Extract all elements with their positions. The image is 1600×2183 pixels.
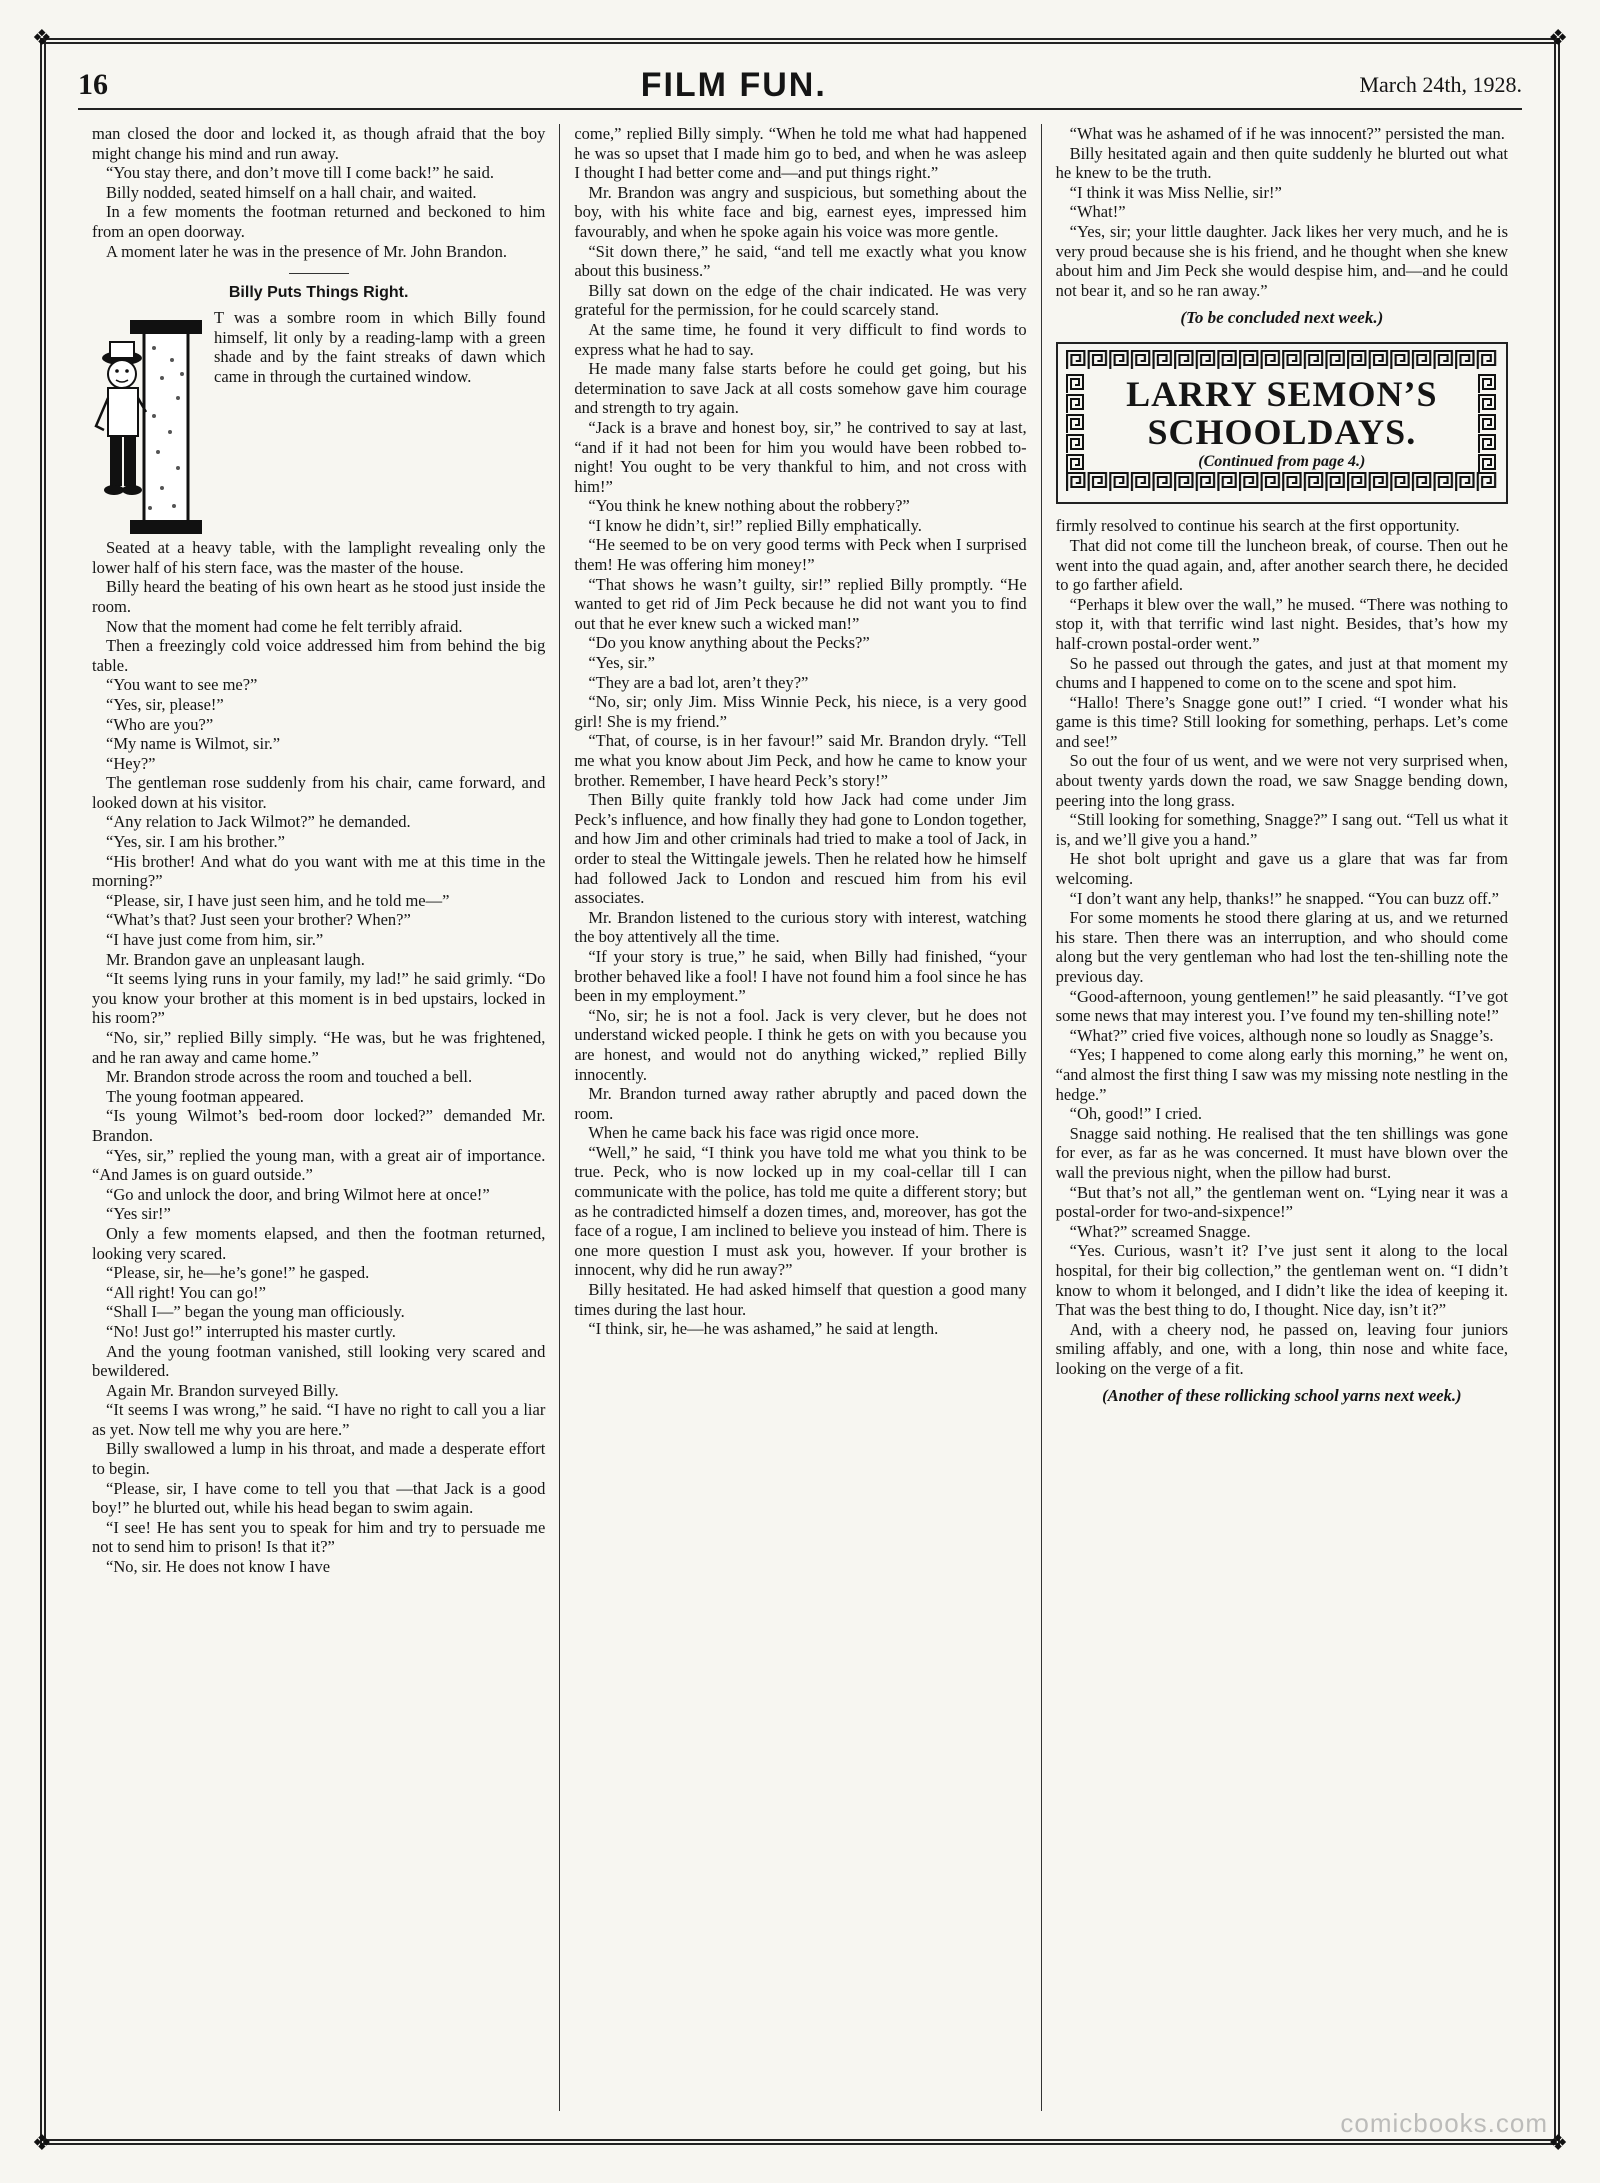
paragraph: “What?” cried five voices, although none so loudly as Snagge’s. (1069, 1025, 1494, 1045)
paragraph: “Hallo! There’s Snagge gone out!” I cried. “I wonder what his game is this time? Still looking for something, perhaps. Let’s come and see!” (1055, 692, 1508, 751)
paragraph: “Hey?” (106, 753, 156, 773)
paragraph: “Yes, sir; your little daughter. Jack likes her very much, and he is very proud because she is his friend, and he thought when she knew about him and Jim Peck she would despise him, and—and he could not bear it, and so he ran away.” (1055, 221, 1508, 300)
corner-ornament-icon: ❖ (1548, 26, 1568, 51)
dropcap-block (92, 308, 545, 538)
paragraph: “Sit down there,” he said, “and tell me exactly what you know about this business.” (574, 241, 1027, 281)
paragraph: “Yes, sir,” replied the young man, with a great air of importance. “And James is on guard outside.” (92, 1145, 546, 1185)
paragraph: So out the four of us went, and we were not very surprised when, about twenty yards down the road, we saw Snagge bending down, peering into the long grass. (1055, 751, 1508, 810)
paragraph: “Please, sir, he—he’s gone!” he gasped. (106, 1263, 370, 1283)
paragraph: In a few moments the footman returned and beckoned to him from an open doorway. (92, 202, 546, 241)
paragraph: “Please, sir, I have come to tell you that —that Jack is a good boy!” he blurted out, while his head began to swim again. (92, 1478, 546, 1518)
paragraph: A moment later he was in the presence of Mr. John Brandon. (106, 241, 507, 261)
paragraph: “But that’s not all,” the gentleman went on. “Lying near it was a postal-order for two-and-sixpence!” (1055, 1182, 1508, 1222)
column-2 (559, 124, 1040, 2111)
paragraph: “Oh, good!” I cried. (1069, 1104, 1203, 1124)
page-border-left (40, 38, 46, 2145)
watermark: comicbooks.com (1340, 2108, 1548, 2138)
dropcap-illustration (92, 308, 204, 538)
paragraph: “I think it was Miss Nellie, sir!” (1069, 182, 1282, 202)
paragraph: “You want to see me?” (106, 675, 258, 695)
story-title-banner (1056, 342, 1508, 504)
article-columns (78, 124, 1522, 2111)
paragraph: “You stay there, and don’t move till I come back!” he said. (106, 163, 494, 183)
column-1 (78, 124, 559, 2111)
next-week-note: (Another of these rollicking school yarns next week.) (1102, 1386, 1462, 1406)
paragraph: “Jack is a brave and honest boy, sir,” he contrived to say at last, “and if it had not been for him you would have been robbed to-night! You ought to be very thankful to him, and not cross with him!” (574, 417, 1027, 496)
magazine-title: FILM FUN. (640, 65, 827, 104)
paragraph: “I see! He has sent you to speak for him and try to persuade me not to send him to prison! Is that it?” (92, 1517, 546, 1557)
to-be-concluded-note: (To be concluded next week.) (1180, 308, 1384, 328)
continued-note: (Continued from page 4.) (1198, 453, 1366, 471)
paragraph: Billy hesitated. He had asked himself that question a good many times during the last hour. (574, 1280, 1027, 1319)
paragraph: “No, sir; only Jim. Miss Winnie Peck, his niece, is a very good girl! She is my friend.” (574, 692, 1027, 731)
boy-leaning-on-letter-icon (92, 308, 204, 538)
paragraph: Billy heard the beating of his own heart as he stood just inside the room. (92, 577, 546, 616)
paragraph: For some moments he stood there glaring at us, and we returned his stare. Then there was an interruption, and who should come along but the very gentleman who had lost the ten-shilling note the previous day. (1055, 908, 1508, 986)
paragraph: “No, sir,” replied Billy simply. “He was, but he was frightened, and he ran away and came home.” (92, 1028, 546, 1067)
section-subheading: Billy Puts Things Right. (228, 284, 409, 302)
greek-key-border-icon (1478, 374, 1498, 472)
paragraph: Billy nodded, seated himself on a hall chair, and waited. (106, 182, 477, 202)
paragraph: And, with a cheery nod, he passed on, leaving four juniors smiling affably, and one, with a long, thin nose and white face, looking on the verge of a fit. (1055, 1319, 1508, 1378)
paragraph: “Is young Wilmot’s bed-room door locked?” demanded Mr. Brandon. (92, 1106, 546, 1145)
paragraph: Seated at a heavy table, with the lamplight revealing only the lower half of his stern face, was the master of the house. (92, 538, 546, 577)
paragraph: “Yes, sir.” (588, 653, 655, 673)
page-border-top (40, 38, 1560, 44)
paragraph: Again Mr. Brandon surveyed Billy. (106, 1380, 339, 1400)
paragraph: “Who are you?” (106, 714, 214, 734)
paragraph: Now that the moment had come he felt terribly afraid. (106, 616, 463, 636)
paragraph: And the young footman vanished, still looking very scared and bewildered. (92, 1341, 546, 1381)
paragraph: Mr. Brandon was angry and suspicious, but something about the boy, with his white face and big, earnest eyes, impressed him favourably, and when he spoke again his voice was more gentle. (574, 182, 1027, 241)
issue-date: March 24th, 1928. (1359, 72, 1522, 97)
paragraph: firmly resolved to continue his search at the first opportunity. (1055, 516, 1460, 536)
paragraph: When he came back his face was rigid once more. (588, 1123, 920, 1143)
paragraph: Mr. Brandon listened to the curious story with interest, watching the boy attentively all the time. (574, 907, 1027, 947)
paragraph: Mr. Brandon gave an unpleasant laugh. (106, 949, 365, 969)
column-3 (1041, 124, 1522, 2111)
paragraph: Mr. Brandon turned away rather abruptly and paced down the room. (574, 1084, 1027, 1123)
greek-key-border-icon (1066, 472, 1498, 492)
corner-ornament-icon: ❖ (32, 26, 52, 51)
page-number: 16 (78, 68, 108, 101)
greek-key-border-icon (1066, 350, 1498, 370)
page-header (78, 62, 1522, 110)
paragraph: “What’s that? Just seen your brother? When?” (106, 910, 411, 930)
paragraph: “No, sir; he is not a fool. Jack is very clever, but he does not understand wicked people. I think he gets on with you because you are honest, and would not do anything wicked,” replied Billy innocently. (574, 1005, 1027, 1084)
paragraph: “All right! You can go!” (106, 1282, 266, 1302)
paragraph: “Yes; I happened to come along early this morning,” he went on, “and almost the first thing I saw was my missing note nestling in the hedge.” (1055, 1045, 1508, 1104)
dropcap-text (214, 308, 545, 386)
page-border-right (1554, 38, 1560, 2145)
paragraph: “Any relation to Jack Wilmot?” he demanded. (106, 812, 411, 832)
paragraph: “Yes. Curious, wasn’t it? I’ve just sent it along to the local hospital, for their big collection,” the gentleman went on. “I didn’t know to whom it belonged, and I didn’t like the idea of keeping it. That was the best thing to do, I thought. Nice day, isn’t it?” (1055, 1241, 1508, 1320)
corner-ornament-icon: ❖ (1548, 2131, 1568, 2156)
paragraph: “Do you know anything about the Pecks?” (588, 633, 870, 653)
paragraph: Then a freezingly cold voice addressed him from behind the big table. (92, 636, 546, 675)
paragraph: “Well,” he said, “I think you have told me what you think to be true. Peck, who is now locked up in my coal-cellar till I can communicate with the police, has told me quite a different story; but as he contradicted himself a dozen times, and, moreover, has got the face of a rogue, I am inclined to believe you instead of him. There is one more question I must ask you, however. If your brother is innocent, why did he run away?” (574, 1142, 1027, 1280)
story-title-line-1: LARRY SEMON’S (1126, 374, 1438, 415)
paragraph: Only a few moments elapsed, and then the footman returned, looking very scared. (92, 1223, 546, 1263)
paragraph: “Yes, sir. I am his brother.” (106, 832, 285, 852)
paragraph: “I have just come from him, sir.” (106, 930, 324, 950)
paragraph: Then Billy quite frankly told how Jack had come under Jim Peck’s influence, and how finally they had gone to London together, and how Jim and other criminals had tried to make a tool of Jack, in order to steal the Wittingale jewels. Then he related how he himself had followed Jack to London and rescued him from his evil associates. (574, 790, 1027, 908)
paragraph: “You think he knew nothing about the robbery?” (588, 496, 910, 516)
paragraph: “Still looking for something, Snagge?” I sang out. “Tell us what it is, and we’ll give you a hand.” (1055, 810, 1508, 849)
greek-key-border-icon (1066, 374, 1086, 472)
paragraph: “Perhaps it blew over the wall,” he mused. “There was nothing to stop it, with that terrific wind last night. Besides, that’s how my half-crown postal-order went.” (1055, 594, 1508, 653)
paragraph: “It seems lying runs in your family, my lad!” he said grimly. “Do you know your brother at this moment is in bed upstairs, locked in his room?” (92, 969, 546, 1028)
paragraph: So he passed out through the gates, and just at that moment my chums and I happened to come on to the scene and spot him. (1055, 653, 1508, 693)
banner-text (1086, 375, 1478, 471)
paragraph: “What!” (1069, 202, 1126, 222)
paragraph: At the same time, he found it very difficult to find words to express what he had to say. (574, 319, 1027, 359)
paragraph: T was a sombre room in which Billy found himself, lit only by a reading-lamp with a green shade and by the faint streaks of dawn which came in through the curtained window. (214, 308, 546, 386)
paragraph: “Go and unlock the door, and bring Wilmot here at once!” (106, 1184, 490, 1204)
paragraph: Mr. Brandon strode across the room and touched a bell. (106, 1067, 473, 1087)
paragraph: “I don’t want any help, thanks!” he snapped. “You can buzz off.” (1069, 888, 1499, 908)
paragraph: “Yes, sir, please!” (106, 694, 224, 714)
paragraph: The young footman appeared. (106, 1086, 304, 1106)
paragraph: “Yes sir!” (106, 1204, 171, 1224)
paragraph: “That, of course, is in her favour!” said Mr. Brandon dryly. “Tell me what you know about Jim Peck, and how he came to know your brother. Remember, I have heard Peck’s story!” (574, 731, 1027, 790)
paragraph: “I think, sir, he—he was ashamed,” he said at length. (588, 1319, 939, 1339)
paragraph: “His brother! And what do you want with me at this time in the morning?” (92, 851, 546, 891)
paragraph: “No, sir. He does not know I have (106, 1557, 331, 1577)
page-border-bottom (40, 2139, 1560, 2145)
corner-ornament-icon: ❖ (32, 2131, 52, 2156)
paragraph: “My name is Wilmot, sir.” (106, 734, 281, 754)
paragraph: He shot bolt upright and gave us a glare that was far from welcoming. (1055, 849, 1508, 889)
paragraph: “Please, sir, I have just seen him, and he told me—” (106, 890, 450, 910)
section-divider (289, 273, 349, 274)
paragraph: come,” replied Billy simply. “When he told me what had happened he was so upset that I made him go to bed, and when he was asleep I thought I had better come and—and put things right.” (574, 124, 1027, 183)
paragraph: man closed the door and locked it, as though afraid that the boy might change his mind and run away. (92, 124, 546, 163)
paragraph: The gentleman rose suddenly from his chair, came forward, and looked down at his visitor. (92, 773, 546, 812)
paragraph: “That shows he wasn’t guilty, sir!” replied Billy promptly. “He wanted to get rid of Jim Peck because he did not want you to find out that he ever knew such a wicked man!” (574, 574, 1027, 633)
paragraph: That did not come till the luncheon break, of course. Then out he went into the quad again, and, after another search there, he decided to go farther afield. (1055, 535, 1508, 595)
paragraph: “Shall I—” began the young man officiously. (106, 1302, 405, 1322)
banner-body (1066, 374, 1498, 472)
paragraph: “Good-afternoon, young gentlemen!” he said pleasantly. “I’ve got some news that may interest you. I’ve found my ten-shilling note!” (1055, 986, 1508, 1026)
paragraph: “What was he ashamed of if he was innocent?” persisted the man. (1069, 124, 1505, 143)
paragraph: Billy swallowed a lump in his throat, and made a desperate effort to begin. (92, 1439, 546, 1479)
paragraph: Billy hesitated again and then quite suddenly he blurted out what he knew to be the truth. (1055, 143, 1508, 183)
paragraph: “They are a bad lot, aren’t they?” (588, 672, 809, 692)
paragraph: “No! Just go!” interrupted his master curtly. (106, 1321, 396, 1341)
paragraph: “He seemed to be on very good terms with Peck when I surprised them! He was offering him money!” (574, 535, 1027, 575)
paragraph: He made many false starts before he could get going, but his determination to save Jack at all costs somehow gave him courage and strength to try again. (574, 359, 1027, 418)
paragraph: “If your story is true,” he said, when Billy had finished, “your brother behaved like a fool! I have not found him a fool since he has been in my employment.” (574, 946, 1027, 1006)
paragraph: “It seems I was wrong,” he said. “I have no right to call you a liar as yet. Now tell me why you are here.” (92, 1400, 546, 1439)
paragraph: Billy sat down on the edge of the chair indicated. He was very grateful for the permission, for he could scarcely stand. (574, 280, 1027, 320)
paragraph: “What?” screamed Snagge. (1069, 1221, 1251, 1241)
paragraph: “I know he didn’t, sir!” replied Billy emphatically. (588, 515, 922, 535)
paragraph: Snagge said nothing. He realised that the ten shillings was gone for ever, as far as he was concerned. It must have blown over the wall the previous night, when the pillow had burst. (1055, 1123, 1508, 1182)
story-title-line-2: SCHOOLDAYS. (1147, 412, 1417, 453)
